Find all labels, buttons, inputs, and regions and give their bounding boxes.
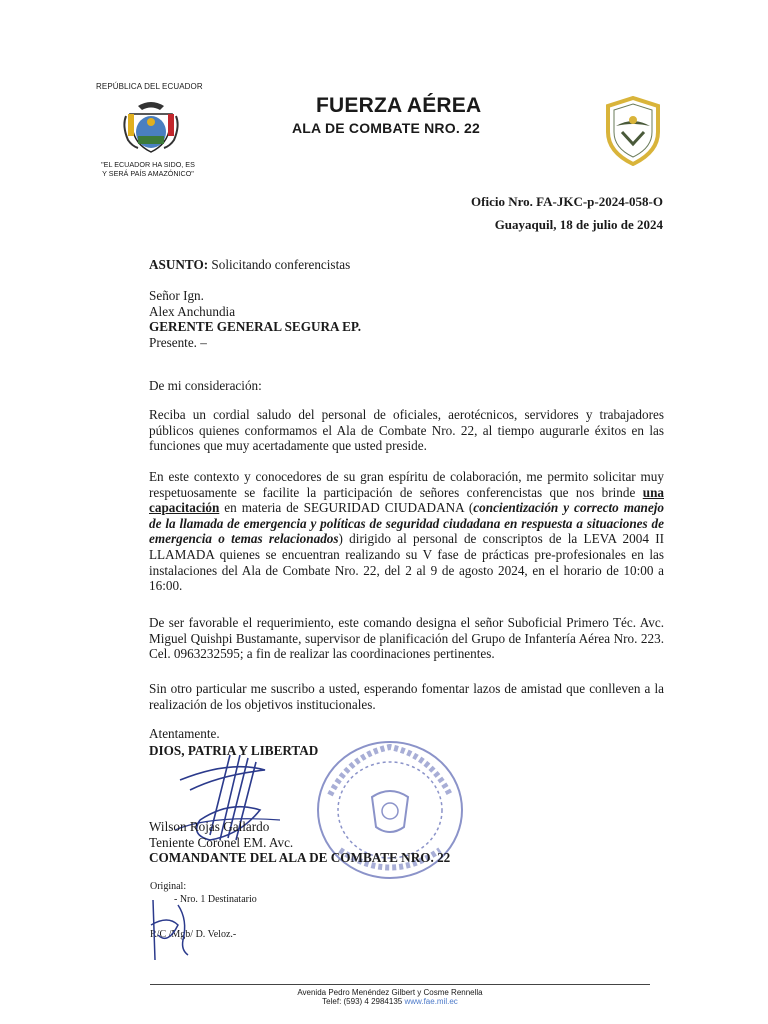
signer-rank: Teniente Coronel EM. Avc. [149, 834, 294, 850]
ala-de-combate-emblem-icon [604, 96, 662, 166]
footer-phone: Telef: (593) 4 2984135 [322, 997, 405, 1006]
footer-contact [150, 997, 630, 1006]
paragraph-2-intro: En este contexto y conocedores de su gran espíritu de colaboración, me permito solicitar muy respetuosamente se facilite la participación de señores conferencistas que nos brinde [149, 469, 664, 500]
recipient-presente: Presente. – [149, 334, 207, 350]
recipient-name: Alex Anchundia [149, 303, 236, 319]
paragraph-1: Reciba un cordial saludo del personal de oficiales, aerotécnicos, servidores y trabajadores públicos quienes conformamos el Ala de Combate Nro. 22, al tiempo augurarle éxitos en las funciones que muy acertadamente que usted preside. [149, 407, 664, 454]
handwritten-initials [143, 895, 203, 965]
footer [150, 988, 630, 1006]
asunto-line [149, 257, 664, 273]
paragraph-2-italic: concientización y correcto manejo de la llamada de emergencia y políticas de seguridad ciudadana en respuesta a situaciones de emergencia o temas relacionados [149, 500, 664, 547]
closing-motto: DIOS, PATRIA Y LIBERTAD [149, 743, 319, 758]
ala-de-combate-subtitle: ALA DE COMBATE NRO. 22 [292, 120, 480, 136]
lema-amazonico [86, 160, 210, 178]
footer-website-link[interactable]: www.fae.mil.ec [404, 997, 458, 1006]
republica-del-ecuador-label: REPÚBLICA DEL ECUADOR [96, 82, 203, 91]
closing-atentamente: Atentamente. [149, 726, 220, 741]
footer-divider [150, 984, 650, 985]
signer-name: Wilson Rojas Gallardo [149, 819, 270, 834]
recipient-title: Señor Ign. [149, 288, 204, 303]
paragraph-4: Sin otro particular me suscribo a usted, esperando fomentar lazos de amistad que conlleven a la realización de los objetivos institucionales. [149, 681, 664, 712]
recipient-position: GERENTE GENERAL SEGURA EP. [149, 319, 362, 335]
signer-position: COMANDANTE DEL ALA DE COMBATE NRO. 22 [149, 850, 451, 866]
original-iniciales: R/C /Mgb/ D. Veloz.- [150, 929, 237, 940]
lema-line-2: Y SERÁ PAÍS AMAZÓNICO" [102, 169, 194, 178]
footer-address: Avenida Pedro Menéndez Gilbert y Cosme Rennella [297, 988, 483, 997]
paragraph-2-bold: una capacitación [149, 484, 664, 516]
paragraph-2-end: ) dirigido al personal de conscriptos de la LEVA 2004 II LLAMADA quienes se encuentran realizando su V fase de prácticas pre-profesionales en las instalaciones del Ala de Combate Nro. 22, del 2 al 9 de agosto 2024, en el horario de 10:00 a 16:00. [149, 531, 664, 594]
greeting: De mi consideración: [149, 378, 262, 393]
lema-line-1: "EL ECUADOR HA SIDO, ES [101, 160, 195, 169]
asunto-label: ASUNTO: [149, 257, 209, 272]
fuerza-aerea-title: FUERZA AÉREA [316, 94, 482, 117]
paragraph-2 [149, 469, 664, 594]
recipient-block [149, 288, 664, 350]
paragraph-2-mid: en materia de SEGURIDAD CIUDADANA ( [219, 500, 474, 516]
original-destino: - Nro. 1 Destinatario [174, 894, 257, 905]
signer-block [149, 819, 664, 866]
original-label: Original: [150, 881, 187, 892]
place-date: Guayaquil, 18 de julio de 2024 [494, 217, 663, 232]
asunto-text: Solicitando conferencistas [208, 257, 351, 272]
paragraph-3: De ser favorable el requerimiento, este comando designa el señor Suboficial Primero Téc. Avc. Miguel Quishpi Bustamante, supervisor de planificación del Grupo de Infantería Aérea Nro. 223. Cel. 0963232595; a fin de realizar las coordinaciones pertinentes. [149, 615, 664, 662]
ecuador-coat-of-arms-icon [120, 96, 182, 158]
oficio-number: Oficio Nro. FA-JKC-p-2024-058-O [471, 194, 663, 209]
